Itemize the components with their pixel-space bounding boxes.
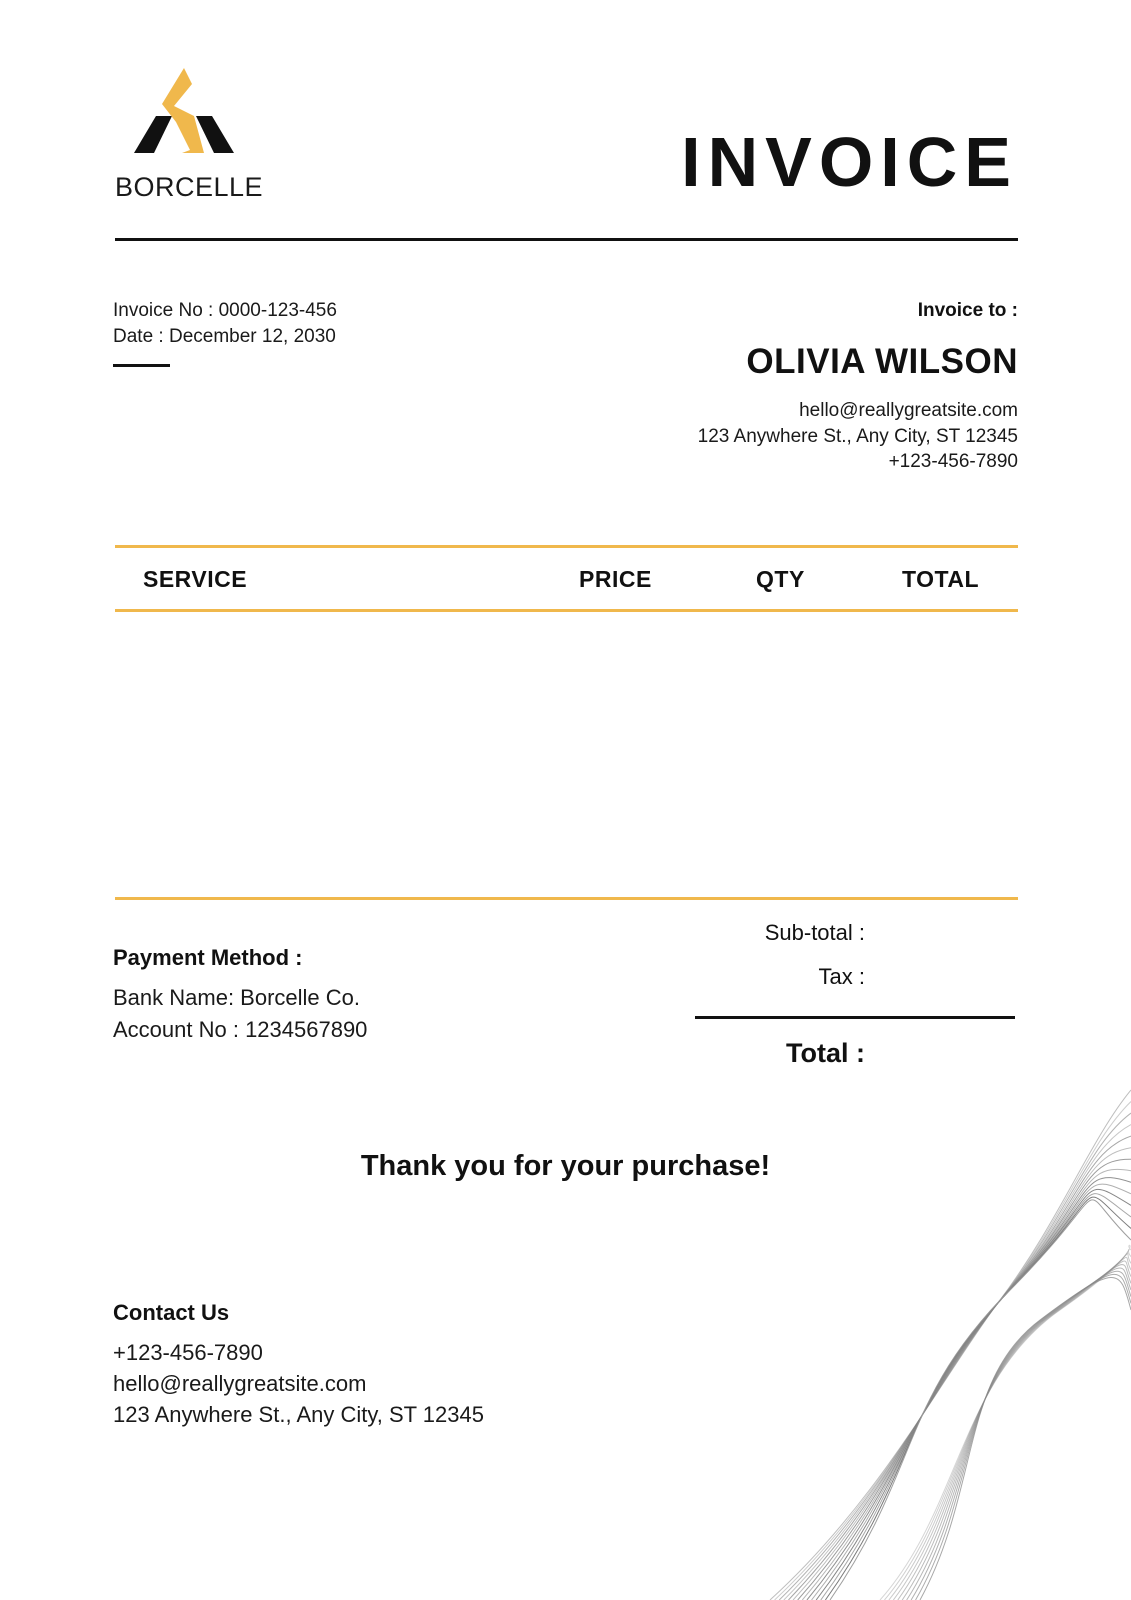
wave-lines-decoration (760, 1080, 1131, 1600)
invoice-date: Date : December 12, 2030 (113, 326, 336, 347)
payment-heading: Payment Method : (113, 945, 303, 970)
wave-line (884, 1250, 1131, 1600)
wave-line (807, 1178, 1131, 1600)
bill-to (698, 298, 1018, 475)
tax-label: Tax : (818, 964, 865, 989)
wave-line (816, 1189, 1131, 1600)
invoice-number: Invoice No : 0000-123-456 (113, 300, 337, 321)
account-number: Account No : 1234567890 (113, 1017, 368, 1042)
summary-divider (695, 1016, 1015, 1019)
client-name: OLIVIA WILSON (746, 342, 1018, 381)
brand-name: BORCELLE (115, 172, 264, 202)
wave-line (907, 1268, 1131, 1600)
wave-line (775, 1102, 1131, 1600)
wave-line (798, 1159, 1131, 1600)
contact-email: hello@reallygreatsite.com (113, 1371, 367, 1396)
invoice-meta (113, 298, 337, 350)
wave-line (793, 1148, 1131, 1600)
contact-address: 123 Anywhere St., Any City, ST 12345 (113, 1402, 484, 1427)
wave-line (802, 1169, 1131, 1600)
payment-method (113, 944, 367, 1046)
contact-phone: +123-456-7890 (113, 1340, 263, 1365)
wave-line (916, 1274, 1131, 1600)
wave-line (812, 1184, 1131, 1600)
table-bottom-divider (115, 897, 1018, 900)
wave-line (825, 1197, 1131, 1600)
contact-section (113, 1299, 484, 1430)
contact-heading: Contact Us (113, 1300, 230, 1325)
header-divider (115, 238, 1018, 241)
wave-line (898, 1261, 1131, 1600)
client-phone: +123-456-7890 (888, 451, 1018, 472)
client-email: hello@reallygreatsite.com (799, 400, 1018, 421)
column-header-total: TOTAL (902, 566, 980, 592)
meta-divider (113, 364, 170, 367)
wave-line (911, 1271, 1131, 1600)
triangle-s-logo-icon (134, 66, 234, 154)
table-body (115, 612, 1018, 897)
page-title: INVOICE (681, 123, 1018, 201)
bill-to-label: Invoice to : (917, 300, 1018, 321)
wave-line (770, 1090, 1131, 1600)
brand-logo (112, 66, 272, 206)
column-header-qty: QTY (756, 566, 805, 592)
wave-line (893, 1257, 1131, 1600)
column-header-price: PRICE (579, 566, 652, 592)
thank-you-message: Thank you for your purchase! (360, 1150, 771, 1182)
wave-line (830, 1200, 1131, 1600)
client-address: 123 Anywhere St., Any City, ST 12345 (697, 425, 1018, 447)
wave-line (920, 1278, 1131, 1600)
column-header-service: SERVICE (143, 566, 248, 592)
bank-name: Bank Name: Borcelle Co. (113, 985, 360, 1010)
total-label: Total : (786, 1038, 865, 1068)
table-header (115, 545, 1018, 612)
subtotal-label: Sub-total : (764, 920, 865, 945)
